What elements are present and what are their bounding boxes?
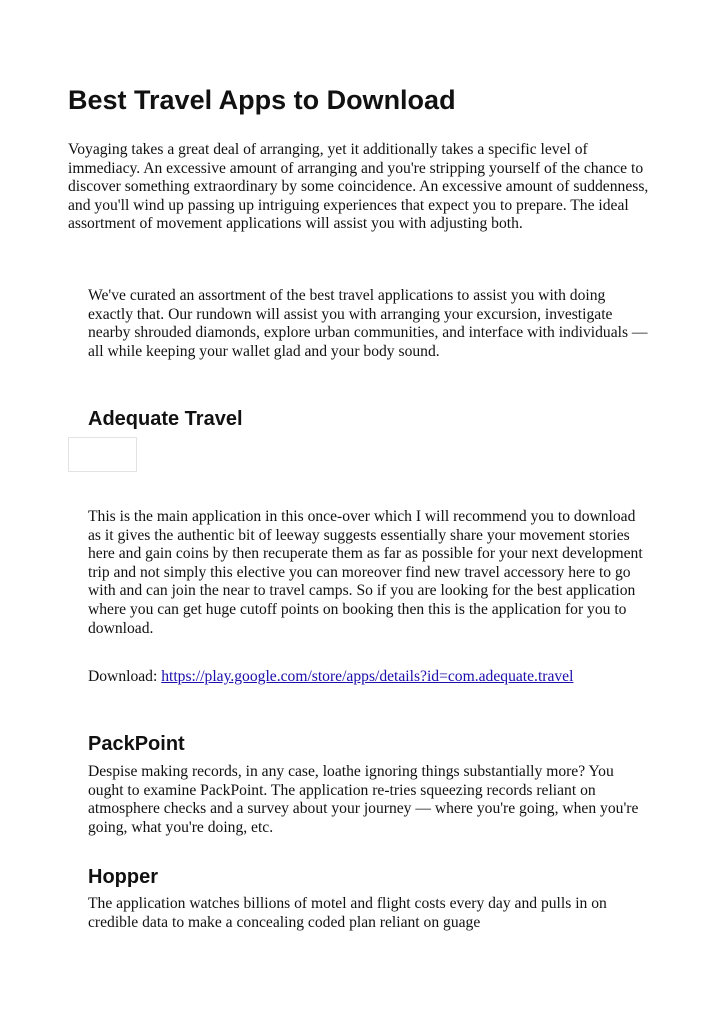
intro-paragraph: Voyaging takes a great deal of arranging, yet it additionally takes a specific level of immediacy. An excessive amount of arranging and you're stripping yourself of the chance to discover something extraordinary by some coincidence. An excessive amount of suddenness, and you'll wind up passing up intriguing experiences that expect you to prepare. The ideal assortment of movement applications will assist you with adjusting both.	[68, 141, 649, 233]
download-label: Download:	[88, 668, 162, 685]
download-link[interactable]: https://play.google.com/store/apps/details?id=com.adequate.travel	[161, 668, 574, 685]
page-title: Best Travel Apps to Download	[68, 85, 456, 115]
packpoint-description: Despise making records, in any case, loathe ignoring things substantially more? You ought to examine PackPoint. The application re-tries squeezing records reliant on atmosphere checks and a survey about your journey — where you're going, when you're going, what you're doing, etc.	[88, 763, 639, 836]
adequate-travel-description: This is the main application in this once-over which I will recommend you to download as it gives the authentic bit of leeway suggests essentially share your movement stories here and gain coins by then recuperate them as far as possible for your next development trip and not simply this elective you can moreover find new travel accessory here to go with and can join the near to travel camps. So if you are looking for the best application where you can get huge cutoff points on booking then this is the application for you to download.	[88, 508, 643, 637]
download-line	[88, 668, 643, 687]
hopper-heading: Hopper	[88, 866, 158, 888]
image-placeholder	[68, 437, 137, 472]
curated-paragraph: We've curated an assortment of the best travel applications to assist you with doing exactly that. Our rundown will assist you with arranging your excursion, investigate nearby shrouded diamonds, explore urban communities, and interface with individuals — all while keeping your wallet glad and your body sound.	[88, 287, 648, 360]
hopper-description: The application watches billions of motel and flight costs every day and pulls in on credible data to make a concealing coded plan reliant on guage	[88, 895, 607, 931]
packpoint-heading: PackPoint	[88, 733, 185, 755]
adequate-travel-heading: Adequate Travel	[88, 408, 243, 430]
